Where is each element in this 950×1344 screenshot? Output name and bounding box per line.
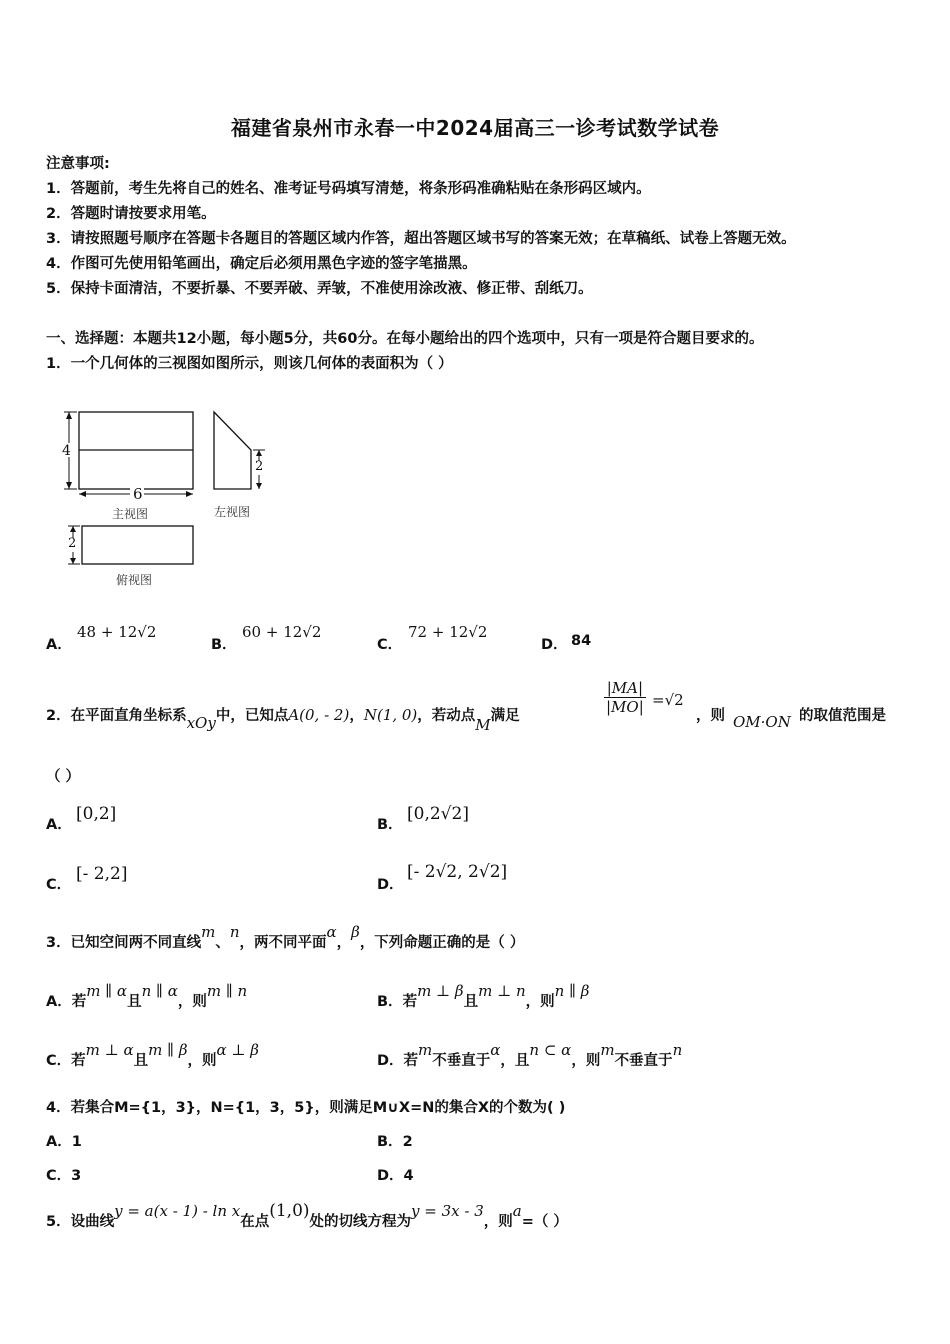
q5-text: 5．设曲线 (46, 1214, 115, 1230)
notes-heading: 注意事项: (46, 156, 110, 172)
side-view-label: 左视图 (214, 505, 251, 519)
q2-option-b-value: [0,2√2] (407, 804, 469, 824)
q3-option-text: ，则 (187, 1053, 217, 1069)
q3-option-text: ，且 (500, 1053, 530, 1069)
q5-curve: y = a(x - 1) - ln x (114, 1202, 241, 1220)
q2-ratio-fraction (604, 679, 646, 716)
q3-option-expr: m ⊥ β (417, 982, 464, 1000)
q4-option-key: B． (377, 1134, 403, 1150)
q4-option-key: D． (377, 1168, 404, 1184)
q3-option-expr: m ⊥ n (478, 982, 526, 1000)
q2-option-c-key: C． (46, 877, 72, 893)
q3-option-text: 若 (71, 994, 87, 1010)
q2-point-m: M (475, 716, 491, 734)
note-item: 5．保持卡面清洁，不要折暴、不要弄破、弄皱，不准使用涂改液、修正带、刮纸刀。 (46, 281, 593, 297)
three-view-figure (55, 405, 275, 590)
note-item: 2．答题时请按要求用笔。 (46, 206, 216, 222)
question-2-stem (46, 704, 520, 734)
q3-option-expr: m ∥ β (148, 1041, 188, 1059)
front-view (61, 412, 193, 501)
q3-option-key: B． (377, 994, 403, 1010)
q4-option-key: A． (46, 1134, 72, 1150)
q5-text: 处的切线方程为 (309, 1214, 412, 1230)
q3-option-expr: n ⊂ α (529, 1041, 572, 1059)
q2-text: ， (349, 708, 364, 724)
q2-option-a-key: A． (46, 817, 72, 833)
q5-text: ，则 (483, 1214, 513, 1230)
q2-xoy: xOy (186, 714, 216, 732)
q2-point-a: A(0, - 2) (288, 706, 350, 724)
q3-option-a (46, 982, 248, 1011)
dim-top: 2 (68, 536, 77, 551)
q3-n: n (229, 923, 240, 941)
note-item: 4．作图可先使用铅笔画出，确定后必须用黑色字迹的签字笔描黑。 (46, 256, 477, 272)
note-item: 1．答题前，考生先将自己的姓名、准考证号码填写清楚，将条形码准确粘贴在条形码区域内。 (46, 181, 651, 197)
q2-dot-product: OM·ON (733, 713, 791, 731)
q2-option-d-key: D． (377, 877, 404, 893)
question-4-stem: 4．若集合M={1，3}，N={1，3，5}，则满足M∪X=N的集合X的个数为( ) (46, 1100, 566, 1116)
q2-option-a-value: [0,2] (76, 804, 117, 824)
q5-tangent-line: y = 3x - 3 (411, 1202, 484, 1220)
q2-text: ，则 (696, 708, 725, 724)
q2-option-d-value: [- 2√2, 2√2] (407, 862, 508, 882)
dim-front-width: 6 (133, 485, 143, 503)
q3-beta: β (351, 923, 360, 941)
q5-text: =（ ） (521, 1214, 568, 1230)
dim-front-height: 4 (62, 443, 71, 459)
q3-option-text: 且 (127, 994, 142, 1010)
q2-fraction-denominator: |MO| (606, 698, 644, 716)
q3-option-expr: m ∥ α (86, 982, 128, 1000)
q3-option-key: A． (46, 994, 72, 1010)
q2-option-b-key: B． (377, 817, 403, 833)
q4-option-value: 3 (71, 1168, 82, 1184)
q3-option-text: ，则 (525, 994, 555, 1010)
q3-option-expr: m ∥ n (206, 982, 248, 1000)
question-3-stem (46, 923, 525, 952)
q3-option-expr: m (600, 1041, 615, 1059)
q3-option-expr: n ∥ β (554, 982, 590, 1000)
q3-option-text: ，则 (571, 1053, 601, 1069)
q1-option-a-key: A． (46, 637, 72, 653)
q4-option-value: 1 (71, 1134, 82, 1150)
q4-option-c (46, 1164, 81, 1185)
top-view-label: 俯视图 (116, 573, 153, 587)
q3-option-expr: n ∥ α (141, 982, 178, 1000)
q3-option-text: 且 (463, 994, 479, 1010)
q1-option-c-value: 72 + 12√2 (408, 623, 488, 641)
q3-alpha: α (326, 923, 337, 941)
q3-option-expr: α (490, 1041, 501, 1059)
q2-text: 的取值范围是 (799, 708, 886, 724)
q3-option-text: 不垂直于 (432, 1053, 491, 1069)
q2-equals-sqrt2: =√2 (652, 691, 684, 709)
q4-option-a (46, 1130, 82, 1151)
q4-option-d (377, 1164, 414, 1185)
q3-option-c (46, 1041, 259, 1070)
q4-option-key: C． (46, 1168, 72, 1184)
page-title: 福建省泉州市永春一中2024届高三一诊考试数学试卷 (230, 116, 720, 140)
q3-option-b (377, 982, 590, 1011)
note-item: 3．请按照题号顺序在答题卡各题目的答题区域内作答，超出答题区域书写的答案无效；在草稿纸、试卷上答题无效。 (46, 231, 796, 247)
q3-text: ，下列命题正确的是（ ） (359, 935, 525, 951)
q4-option-value: 4 (403, 1168, 414, 1184)
q1-option-d-key: D． (541, 637, 568, 653)
q1-option-c-key: C． (377, 637, 403, 653)
q3-option-key: D． (377, 1053, 404, 1069)
q3-option-expr: n (672, 1041, 683, 1059)
section-heading: 一、选择题：本题共12小题，每小题5分，共60分。在每小题给出的四个选项中，只有一项是符合题目要求的。 (46, 331, 764, 347)
top-view (66, 526, 193, 564)
dim-side: 2 (255, 459, 264, 474)
q3-option-text: 且 (133, 1053, 149, 1069)
q1-option-d-value: 84 (571, 633, 592, 649)
q2-fraction-numerator: |MA| (604, 679, 646, 698)
q1-option-a-value: 48 + 12√2 (77, 623, 157, 641)
q5-a: a (512, 1202, 522, 1220)
q2-text: 中，已知点 (215, 708, 289, 724)
q1-option-b-value: 60 + 12√2 (242, 623, 322, 641)
q4-option-value: 2 (402, 1134, 413, 1150)
q3-option-text: 若 (402, 994, 418, 1010)
q3-option-expr: m ⊥ α (85, 1041, 134, 1059)
q3-text: ， (336, 935, 352, 951)
q4-option-b (377, 1130, 413, 1151)
q1-option-b-key: B． (211, 637, 237, 653)
q2-text: 满足 (490, 708, 520, 724)
q3-option-text: ，则 (177, 994, 207, 1010)
q3-option-d (377, 1041, 683, 1070)
q3-option-expr: m (418, 1041, 433, 1059)
q3-text: 、 (215, 935, 230, 951)
q3-option-text: 不垂直于 (614, 1053, 673, 1069)
q5-point: (1,0) (269, 1201, 310, 1221)
q3-m: m (201, 923, 216, 941)
q2-point-n: N(1, 0) (363, 706, 418, 724)
q3-text: ，两不同平面 (239, 935, 327, 951)
q2-text: ，若动点 (417, 708, 476, 724)
q2-answer-paren: （ ） (46, 769, 81, 785)
q3-option-text: 若 (403, 1053, 419, 1069)
side-view (214, 412, 265, 489)
q3-option-text: 若 (71, 1053, 86, 1069)
q2-text: 2．在平面直角坐标系 (46, 708, 187, 724)
front-view-label: 主视图 (112, 507, 149, 521)
q5-text: 在点 (240, 1214, 270, 1230)
q3-option-key: C． (46, 1053, 72, 1069)
question-5-stem (46, 1201, 568, 1231)
q3-text: 3．已知空间两不同直线 (46, 935, 202, 951)
q3-option-expr: α ⊥ β (216, 1041, 259, 1059)
question-1-stem: 1．一个几何体的三视图如图所示，则该几何体的表面积为（ ） (46, 356, 453, 372)
q2-option-c-value: [- 2,2] (76, 864, 128, 884)
